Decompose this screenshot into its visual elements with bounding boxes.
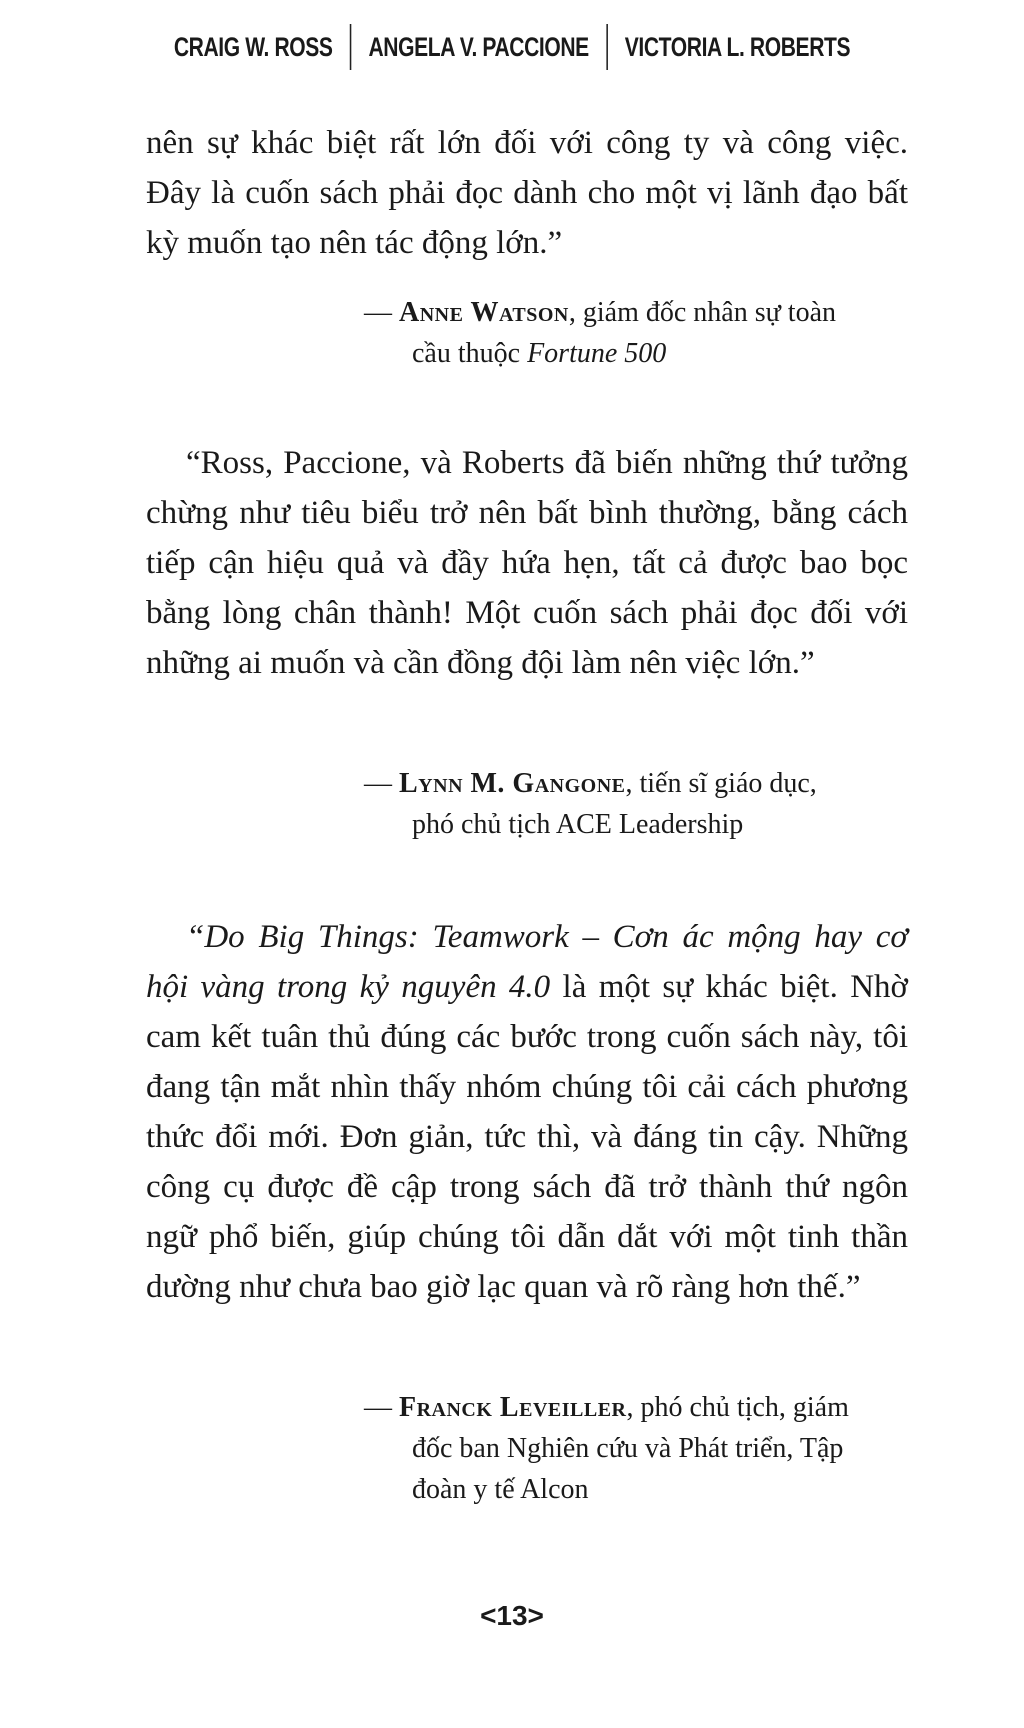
attribution-role-text: cầu thuộc <box>412 338 528 369</box>
quote-paragraph-3 <box>146 912 908 1312</box>
quote-paragraph-1: nên sự khác biệt rất lớn đối với công ty và công việc. Đây là cuốn sách phải đọc dành cho một vị lãnh đạo bất kỳ muốn tạo nên tác động lớn.” <box>146 125 908 261</box>
attribution-name: Lynn M. Gangone <box>399 768 626 799</box>
author-victoria-roberts: VICTORIA L. ROBERTS <box>624 31 851 62</box>
attribution-lynn-gangone <box>364 763 912 845</box>
attribution-role: , phó chủ tịch, giám <box>626 1392 849 1423</box>
quote-text: là một sự khác biệt. Nhờ cam kết tuân thủ đúng các bước trong cuốn sách này, tôi đang tận mắt nhìn thấy nhóm chúng tôi cải cách phương thức đổi mới. Đơn giản, tức thì, và đáng tin cậy. Những công cụ được đề cập trong sách đã trở thành thứ ngôn ngữ phổ biến, giúp chúng tôi dẫn dắt với một tinh thần dường như chưa bao giờ lạc quan và rõ ràng hơn thế.” <box>146 969 908 1305</box>
attribution-role-line-2 <box>364 333 912 374</box>
attribution-dash: — <box>364 297 399 328</box>
attribution-name: Franck Leveiller <box>399 1392 627 1423</box>
quote-paragraph-2: “Ross, Paccione, và Roberts đã biến những thứ tưởng chừng như tiêu biểu trở nên bất bình thường, bằng cách tiếp cận hiệu quả và đầy hứa hẹn, tất cả được bao bọc bằng lòng chân thành! Một cuốn sách phải đọc đối với những ai muốn và cần đồng đội làm nên việc lớn.” <box>146 445 908 681</box>
book-title: “Do Big Things: Teamwork – Cơn ác mộng hay cơ hội vàng trong kỷ nguyên 4.0 <box>146 919 908 1005</box>
attribution-role-line-2: phó chủ tịch ACE Leadership <box>412 809 744 840</box>
attribution-franck-leveiller <box>364 1387 914 1510</box>
author-craig-ross: CRAIG W. ROSS <box>173 31 333 62</box>
publication-name: Fortune 500 <box>527 338 667 369</box>
attribution-role-line-2: đốc ban Nghiên cứu và Phát triển, Tập <box>412 1433 844 1464</box>
attribution-dash: — <box>364 768 399 799</box>
attribution-name: Anne Watson <box>399 297 569 328</box>
attribution-dash: — <box>364 1392 399 1423</box>
running-header <box>113 24 912 70</box>
attribution-role: , giám đốc nhân sự toàn <box>568 297 836 328</box>
page-number: <13> <box>480 1600 544 1631</box>
attribution-role: , tiến sĩ giáo dục, <box>625 768 817 799</box>
attribution-role-line-3: đoàn y tế Alcon <box>412 1474 589 1505</box>
attribution-anne-watson <box>364 292 912 374</box>
author-angela-paccione: ANGELA V. PACCIONE <box>368 31 589 62</box>
